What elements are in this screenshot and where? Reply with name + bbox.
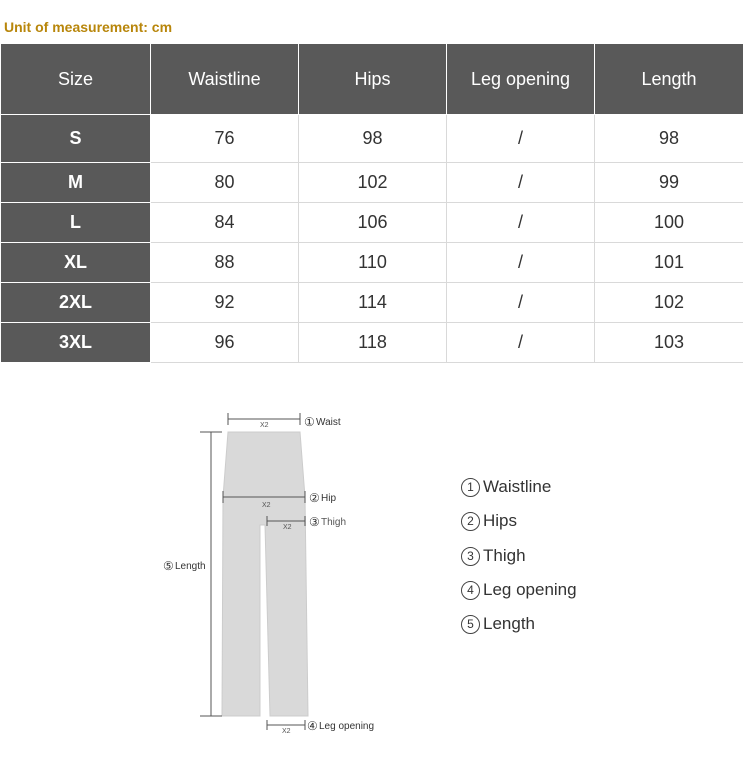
legend-number: 2 bbox=[461, 512, 480, 531]
thigh-marker: ③ bbox=[309, 515, 320, 529]
legend-label: Waistline bbox=[483, 477, 552, 496]
waistline-value: 80 bbox=[151, 163, 299, 203]
header-waistline: Waistline bbox=[151, 44, 299, 115]
table-row bbox=[1, 323, 743, 363]
measurement-legend bbox=[461, 476, 577, 647]
table-header-row bbox=[1, 44, 743, 115]
table-row bbox=[1, 203, 743, 243]
length-value: 99 bbox=[595, 163, 743, 203]
leg-opening-marker: ④ bbox=[307, 719, 318, 733]
size-label: XL bbox=[1, 243, 151, 283]
legend-label: Leg opening bbox=[483, 579, 577, 599]
leg-opening-value: / bbox=[447, 323, 595, 363]
length-value: 98 bbox=[595, 115, 743, 163]
size-label: S bbox=[1, 115, 151, 163]
table-row bbox=[1, 243, 743, 283]
length-label: Length bbox=[175, 561, 206, 572]
waistline-value: 92 bbox=[151, 283, 299, 323]
legend-item bbox=[461, 579, 577, 613]
length-value: 103 bbox=[595, 323, 743, 363]
leg-opening-value: / bbox=[447, 243, 595, 283]
waist-label: Waist bbox=[316, 417, 341, 428]
waist-marker: ① bbox=[304, 415, 315, 429]
hips-value: 114 bbox=[299, 283, 447, 323]
hip-marker: ② bbox=[309, 491, 320, 505]
hip-x2-label: X2 bbox=[262, 502, 271, 509]
legend-item bbox=[461, 476, 577, 510]
hips-value: 110 bbox=[299, 243, 447, 283]
length-dimension bbox=[200, 432, 222, 716]
legend-number: 5 bbox=[461, 615, 480, 634]
length-value: 100 bbox=[595, 203, 743, 243]
thigh-x2-label: X2 bbox=[283, 524, 292, 531]
size-chart-table bbox=[0, 43, 743, 363]
waistline-value: 76 bbox=[151, 115, 299, 163]
leg-opening-value: / bbox=[447, 203, 595, 243]
leg-opening-value: / bbox=[447, 115, 595, 163]
legend-item bbox=[461, 613, 577, 647]
legend-item bbox=[461, 510, 577, 544]
leg-opening-value: / bbox=[447, 163, 595, 203]
legend-item bbox=[461, 545, 577, 579]
header-size: Size bbox=[1, 44, 151, 115]
waistline-value: 88 bbox=[151, 243, 299, 283]
legend-label: Length bbox=[483, 614, 535, 634]
hips-value: 106 bbox=[299, 203, 447, 243]
waistline-value: 84 bbox=[151, 203, 299, 243]
waistline-value: 96 bbox=[151, 323, 299, 363]
size-label: 3XL bbox=[1, 323, 151, 363]
leg-opening-value: / bbox=[447, 283, 595, 323]
header-leg-opening: Leg opening bbox=[447, 44, 595, 115]
table-row bbox=[1, 115, 743, 163]
waist-x2-label: X2 bbox=[260, 422, 269, 429]
header-hips: Hips bbox=[299, 44, 447, 115]
table-row bbox=[1, 283, 743, 323]
legend-number: 4 bbox=[461, 581, 480, 600]
leg-opening-x2-label: X2 bbox=[282, 728, 291, 735]
pants-silhouette bbox=[222, 432, 308, 716]
length-value: 102 bbox=[595, 283, 743, 323]
legend-label: Hips bbox=[483, 511, 518, 531]
legend-number: 3 bbox=[461, 547, 480, 566]
leg-opening-label: Leg opening bbox=[319, 721, 375, 732]
hip-label: Hip bbox=[321, 493, 337, 504]
hips-value: 102 bbox=[299, 163, 447, 203]
hips-value: 98 bbox=[299, 115, 447, 163]
legend-number: 1 bbox=[461, 478, 480, 497]
size-label: M bbox=[1, 163, 151, 203]
table-row bbox=[1, 163, 743, 203]
legend-label: Thigh bbox=[483, 545, 526, 565]
pants-measurement-diagram bbox=[150, 400, 410, 745]
unit-note: Unit of measurement: cm bbox=[4, 19, 173, 35]
size-label: L bbox=[1, 203, 151, 243]
header-length: Length bbox=[595, 44, 743, 115]
hips-value: 118 bbox=[299, 323, 447, 363]
size-label: 2XL bbox=[1, 283, 151, 323]
length-marker: ⑤ bbox=[163, 559, 174, 573]
thigh-label: Thigh bbox=[321, 517, 347, 528]
length-value: 101 bbox=[595, 243, 743, 283]
